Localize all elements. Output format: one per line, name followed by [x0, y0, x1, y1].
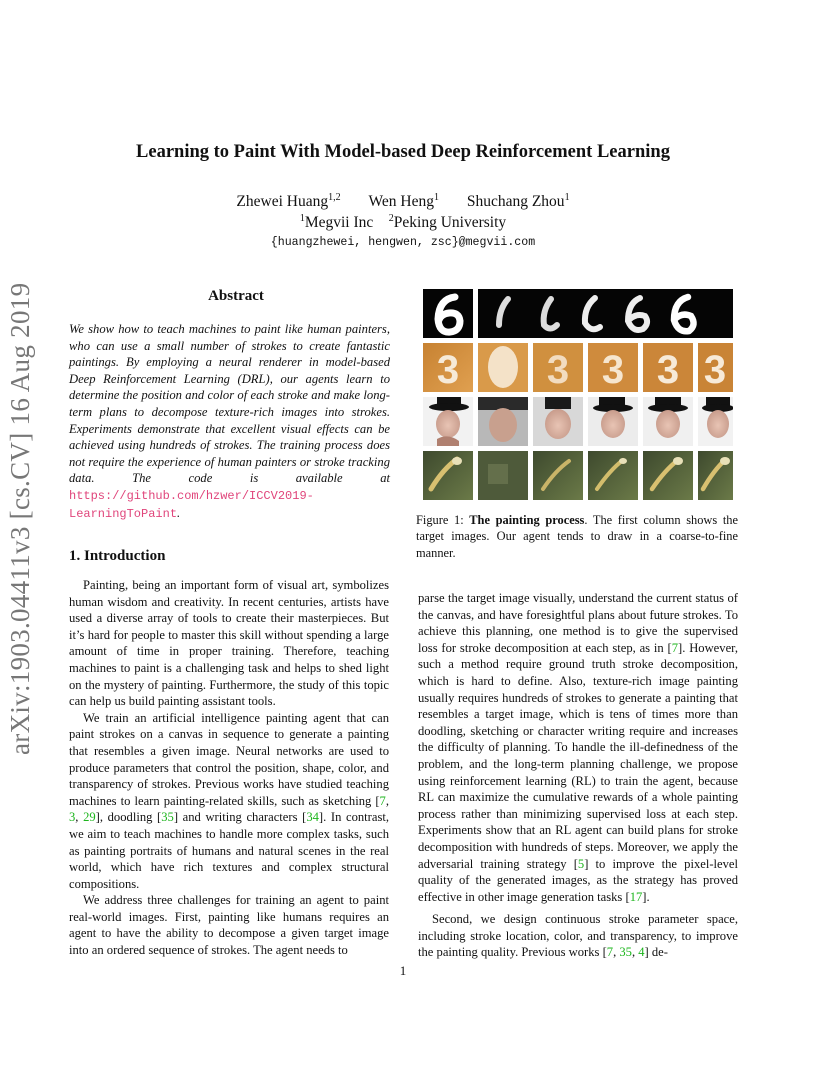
svg-text:3: 3 [436, 348, 460, 392]
figure-1-caption: Figure 1: The painting process. The first column shows the target images. Our agent tends to draw in a coarse-to-fine manner. [416, 513, 738, 560]
citation[interactable]: 7 [671, 640, 679, 655]
svg-text:3: 3 [546, 348, 570, 392]
right-column-text [418, 590, 738, 961]
row-bird [423, 451, 733, 500]
svg-text:3: 3 [656, 348, 680, 392]
citation[interactable]: 29 [83, 810, 96, 825]
page-number: 1 [399, 963, 407, 978]
intro-paragraph-3-continued: parse the target image visually, understand the current status of the canvas, and have foresightful plans about future strokes. To achieve this planning, one method is to give the supervised loss for stroke decomposition at each step, as in [7]. However, such a method require ground truth stroke decomposition, which is hard to define. Also, texture-rich image painting usually requires hundreds of strokes to generate a painting that resembles a target image, which is tens of times more than doodling, sketching or character writing require and increases the difficulty of planning. To handle the ill-definedness of the problem, and the long-term planning challenge, we propose using reinforcement learning (RL) to train the agent, because RL can maximize the cumulative rewards of a whole painting process rather than minimizing supervised loss at each step. Experiments show that an RL agent can build plans for stroke decomposition with hundreds of steps. Moreover, we apply the adversarial training strategy [5] to improve the pixel-level quality of the generated images, as the strategy has proved effective in other image generation tasks [17]. [418, 591, 739, 904]
section-heading-introduction: 1. Introduction [69, 548, 166, 564]
code-url-link[interactable]: https://github.com/hzwer/ICCV2019-LearningToPaint [69, 488, 314, 521]
citation[interactable]: 17 [629, 889, 643, 904]
paper-title: Learning to Paint With Model-based Deep Reinforcement Learning [136, 142, 670, 162]
abstract-heading: Abstract [208, 288, 264, 304]
author-email[interactable]: {huangzhewei, hengwen, zsc}@megvii.com [270, 236, 536, 249]
svg-text:3: 3 [703, 348, 727, 392]
author-2: Wen Heng$^1$ [368, 192, 439, 211]
svg-text:3: 3 [601, 348, 625, 392]
row-digit-six [423, 289, 733, 338]
row-digit-three [423, 343, 733, 392]
arxiv-identifier: arXiv:1903.04411v3 [cs.CV] 16 Aug 2019 [5, 282, 35, 755]
affiliations: $^1$Megvii Inc $^2$Peking University [299, 213, 507, 232]
citation[interactable]: 4 [638, 945, 645, 960]
figure-painting-process [423, 289, 733, 500]
citation[interactable]: 34 [306, 810, 319, 825]
citation[interactable]: 35 [619, 945, 632, 960]
intro-paragraph-4: Second, we design continuous stroke parameter space, including stroke location, color, and transparency, to improve the painting quality. Previous works [7, 35, 4] de- [418, 912, 738, 960]
left-column-text [69, 577, 389, 959]
author-3: Shuchang Zhou$^1$ [466, 192, 570, 211]
abstract-body: We show how to teach machines to paint like human painters, who can use a small number of strokes to create fantastic paintings. By employing a neural renderer in model-based Deep Reinforcement Learning (DRL), our agents learn to determine the position and color of each stroke and make long-term plans to decompose texture-rich images into strokes. Experiments demonstrate that excellent visual effects can be achieved using hundreds of strokes. The training process does not require the experience of human painters or stroke tracking data. The code is available at https://github.com/hzwer/ICCV2019-LearningToPaint. [69, 322, 390, 521]
intro-paragraph-3: We address three challenges for training an agent to paint real-world images. First, painting like humans requires an agent to have the ability to decompose a given target image into an ordered sequence of strokes. The agent needs to [69, 893, 389, 958]
intro-paragraph-1: Painting, being an important form of visual art, symbolizes human wisdom and creativity. In recent centuries, artists have used a diverse array of tools to create their masterpieces. But it’s hard for people to master this skill without spending a large amount of time in proper training. Therefore, teaching machines to paint is a challenging task and helps to shed light on the mystery of painting. Furthermore, the study of this topic can help us build painting assistant tools. [69, 578, 389, 709]
author-list [0, 192, 806, 211]
author-1: Zhewei Huang$^{1,2}$ [236, 192, 341, 211]
citation[interactable]: 7 [379, 793, 386, 808]
citation[interactable]: 7 [606, 945, 614, 960]
painting-process-image-grid [423, 289, 733, 500]
citation[interactable]: 35 [161, 810, 174, 825]
citation[interactable]: 3 [69, 810, 76, 825]
intro-paragraph-2: We train an artificial intelligence painting agent that can paint strokes on a canvas in sequence to generate a painting that resembles a given image. Neural networks are used to produce parameters that control the position, shape, color, and transparency of strokes. Previous works have studied teaching machines to learn painting-related skills, such as sketching [7, 3, 29], doodling [35] and writing characters [34]. In contrast, we aim to teach machines to handle more complex tasks, such as painting portraits of humans and natural scenes in the real world, which have rich textures and complex structural compositions. [69, 710, 389, 891]
row-portrait [423, 397, 733, 446]
citation[interactable]: 5 [577, 856, 585, 871]
